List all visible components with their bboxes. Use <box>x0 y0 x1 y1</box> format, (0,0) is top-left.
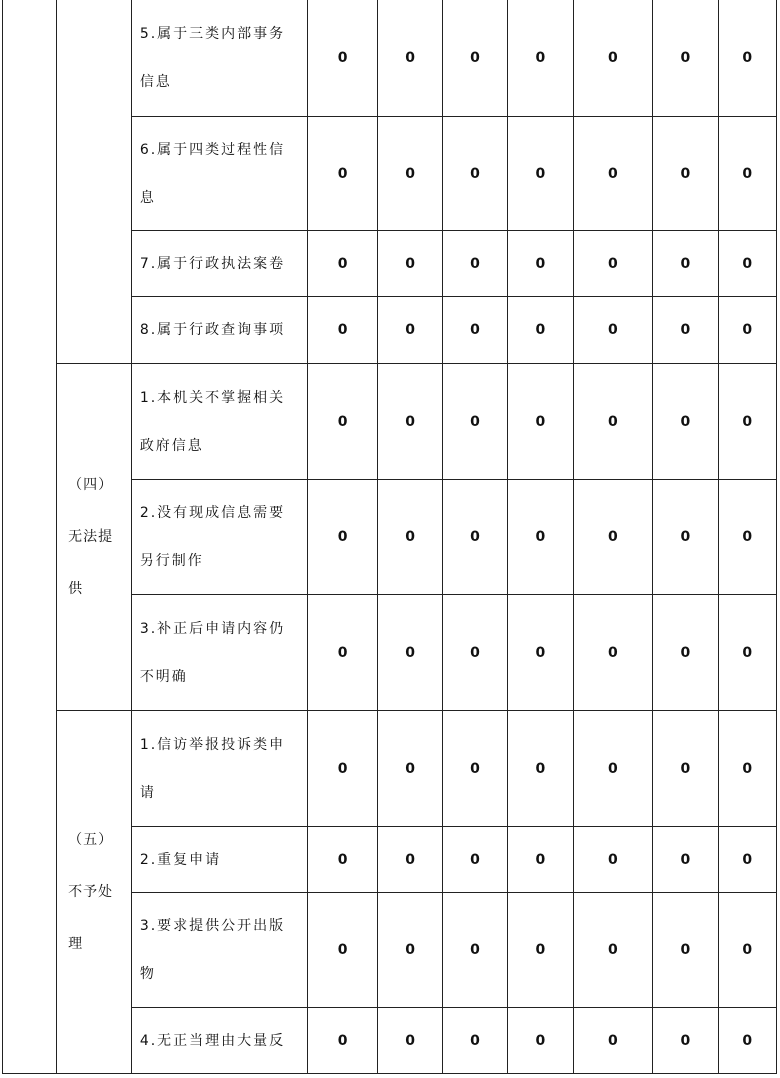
value-cell: 0 <box>573 893 653 1008</box>
value-cell: 0 <box>378 297 442 364</box>
value-cell: 0 <box>307 827 377 893</box>
value-cell: 0 <box>442 595 507 711</box>
value-cell: 0 <box>442 117 507 231</box>
value-cell: 0 <box>307 117 377 231</box>
value-cell: 0 <box>573 595 653 711</box>
category-label: （五）不予处理 <box>68 832 114 952</box>
value-cell: 0 <box>718 0 776 117</box>
value-cell: 0 <box>573 117 653 231</box>
value-cell: 0 <box>378 364 442 480</box>
value-cell: 0 <box>442 297 507 364</box>
item-label: 1.本机关不掌握相关政府信息 <box>131 364 307 480</box>
table-row <box>3 364 777 480</box>
value-cell: 0 <box>307 231 377 297</box>
outer-category-cell <box>3 0 57 1074</box>
value-cell: 0 <box>718 827 776 893</box>
value-cell: 0 <box>718 711 776 827</box>
item-label: 2.没有现成信息需要另行制作 <box>131 480 307 595</box>
value-cell: 0 <box>653 297 718 364</box>
category-label: （四）无法提供 <box>68 477 114 597</box>
item-label: 2.重复申请 <box>131 827 307 893</box>
value-cell: 0 <box>653 117 718 231</box>
value-cell: 0 <box>508 0 573 117</box>
value-cell: 0 <box>653 893 718 1008</box>
item-label: 3.要求提供公开出版物 <box>131 893 307 1008</box>
value-cell: 0 <box>442 364 507 480</box>
category-cell <box>57 711 131 1074</box>
value-cell: 0 <box>718 893 776 1008</box>
value-cell: 0 <box>718 480 776 595</box>
value-cell: 0 <box>378 0 442 117</box>
value-cell: 0 <box>573 297 653 364</box>
value-cell: 0 <box>307 711 377 827</box>
value-cell: 0 <box>307 1008 377 1074</box>
value-cell: 0 <box>573 827 653 893</box>
value-cell: 0 <box>307 0 377 117</box>
value-cell: 0 <box>718 117 776 231</box>
item-label: 8.属于行政查询事项 <box>131 297 307 364</box>
value-cell: 0 <box>653 827 718 893</box>
value-cell: 0 <box>442 480 507 595</box>
value-cell: 0 <box>718 364 776 480</box>
item-label: 7.属于行政执法案卷 <box>131 231 307 297</box>
value-cell: 0 <box>442 0 507 117</box>
table-row <box>3 711 777 827</box>
value-cell: 0 <box>378 893 442 1008</box>
value-cell: 0 <box>307 297 377 364</box>
value-cell: 0 <box>378 231 442 297</box>
value-cell: 0 <box>378 595 442 711</box>
value-cell: 0 <box>442 893 507 1008</box>
value-cell: 0 <box>653 364 718 480</box>
item-label: 6.属于四类过程性信息 <box>131 117 307 231</box>
value-cell: 0 <box>508 297 573 364</box>
value-cell: 0 <box>718 595 776 711</box>
value-cell: 0 <box>508 1008 573 1074</box>
value-cell: 0 <box>378 1008 442 1074</box>
value-cell: 0 <box>653 711 718 827</box>
value-cell: 0 <box>653 0 718 117</box>
value-cell: 0 <box>573 1008 653 1074</box>
value-cell: 0 <box>508 711 573 827</box>
value-cell: 0 <box>378 827 442 893</box>
value-cell: 0 <box>573 711 653 827</box>
value-cell: 0 <box>573 0 653 117</box>
item-label: 4.无正当理由大量反 <box>131 1008 307 1074</box>
item-label: 1.信访举报投诉类申请 <box>131 711 307 827</box>
value-cell: 0 <box>573 480 653 595</box>
value-cell: 0 <box>307 893 377 1008</box>
value-cell: 0 <box>508 231 573 297</box>
value-cell: 0 <box>718 1008 776 1074</box>
value-cell: 0 <box>653 595 718 711</box>
disclosure-stats-table <box>2 0 777 1074</box>
value-cell: 0 <box>718 297 776 364</box>
value-cell: 0 <box>508 480 573 595</box>
value-cell: 0 <box>378 711 442 827</box>
value-cell: 0 <box>307 480 377 595</box>
category-cell <box>57 0 131 364</box>
value-cell: 0 <box>508 893 573 1008</box>
value-cell: 0 <box>378 117 442 231</box>
value-cell: 0 <box>442 231 507 297</box>
value-cell: 0 <box>508 827 573 893</box>
value-cell: 0 <box>307 595 377 711</box>
value-cell: 0 <box>508 595 573 711</box>
value-cell: 0 <box>573 231 653 297</box>
value-cell: 0 <box>653 480 718 595</box>
value-cell: 0 <box>508 364 573 480</box>
item-label: 5.属于三类内部事务信息 <box>131 0 307 117</box>
value-cell: 0 <box>442 1008 507 1074</box>
value-cell: 0 <box>718 231 776 297</box>
value-cell: 0 <box>653 231 718 297</box>
item-label: 3.补正后申请内容仍不明确 <box>131 595 307 711</box>
table-row <box>3 0 777 117</box>
value-cell: 0 <box>378 480 442 595</box>
value-cell: 0 <box>653 1008 718 1074</box>
value-cell: 0 <box>442 711 507 827</box>
value-cell: 0 <box>442 827 507 893</box>
value-cell: 0 <box>573 364 653 480</box>
value-cell: 0 <box>307 364 377 480</box>
value-cell: 0 <box>508 117 573 231</box>
category-cell <box>57 364 131 711</box>
